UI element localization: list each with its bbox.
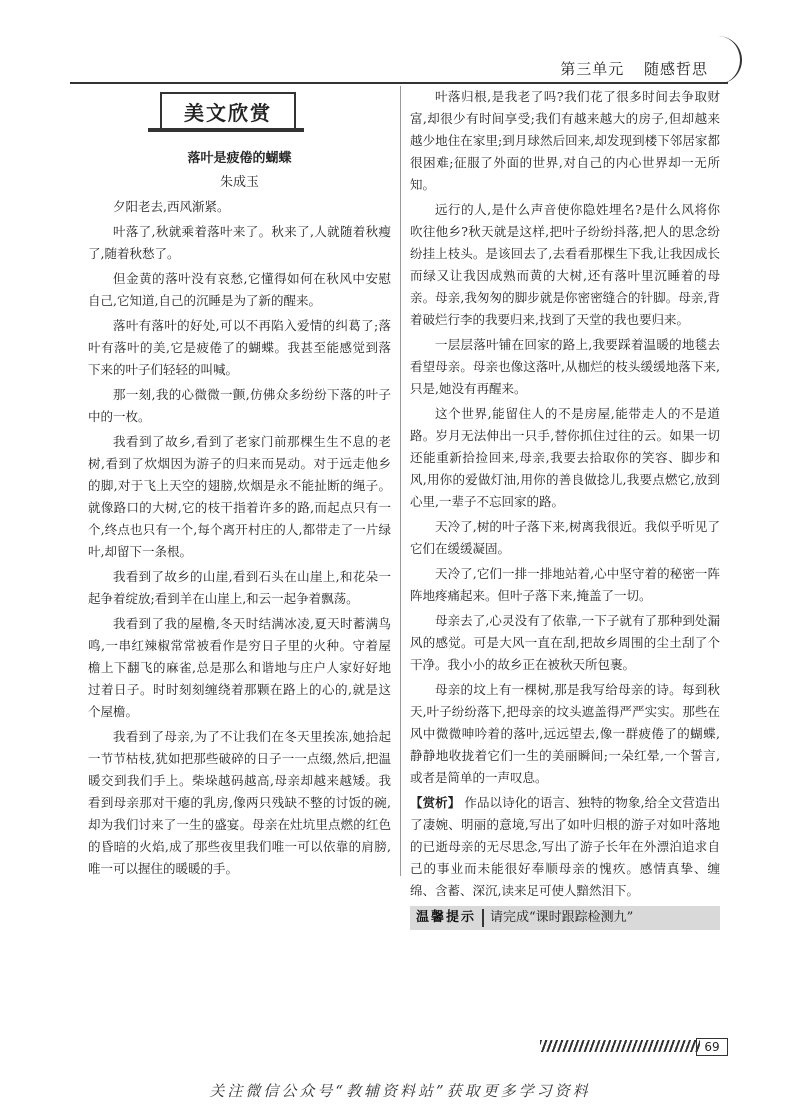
article-title: 落叶是疲倦的蝴蝶 xyxy=(187,151,292,166)
paragraph: 远行的人,是什么声音使你隐姓埋名?是什么风将你吹往他乡?秋天就是这样,把叶子纷纷抖落,把人的思念纷纷挂上枝头。是该回去了,去看看那棵生下我,让我因成长而绿又让我因成熟而黄的大树,还有落叶里沉睡着的母亲。母亲,我匆匆的脚步就是你密密缝合的针脚。母亲,背着破烂行李的我要归来,找到了天堂的我也要归来。 xyxy=(410,202,720,327)
appreciation-text: 作品以诗化的语言、独特的物象,给全文营造出了凄婉、明丽的意境,写出了如叶归根的游子对如叶落地的已逝母亲的无尽思念,写出了游子长年在外漂泊追求自己的事业而未能很好奉顺母亲的愧疚。感情真挚、缠绵、含蓄、深沉,读来足可使人黯然泪下。 xyxy=(410,795,720,898)
tip-text: 请完成“课时跟踪检测九” xyxy=(490,910,634,925)
paragraph: 叶落了,秋就乘着落叶来了。秋来了,人就随着秋瘦了,随着秋愁了。 xyxy=(88,224,391,261)
footer-note: 关注微信公众号“教辅资料站”获取更多学习资料 xyxy=(209,1082,591,1100)
paragraph: 我看到了故乡的山崖,看到石头在山崖上,和花朵一起争着绽放;看到羊在山崖上,和云一起争着飘荡。 xyxy=(88,569,391,606)
paragraph: 我看到了故乡,看到了老家门前那棵生生不息的老树,看到了炊烟因为游子的归来而晃动。对于远走他乡的脚,对于飞上天空的翅膀,炊烟是永不能扯断的绳子。就像路口的大树,它的枝干指着许多的路,而起点只有一个,终点也只有一个,每个离开村庄的人,都带走了一片绿叶,却留下一条根。 xyxy=(88,434,391,559)
header-rule xyxy=(70,82,728,84)
appreciation-label: 【赏析】 xyxy=(410,795,461,810)
page-number: 69 xyxy=(696,1038,728,1056)
paragraph: 我看到了母亲,为了不让我们在冬天里挨冻,她拾起一节节枯枝,犹如把那些破碎的日子一一点缀,然后,把温暖交到我们手上。柴垛越码越高,母亲却越来越矮。我看到母亲那对干瘪的乳房,像两只残缺不整的讨饭的碗,却为我们讨来了一生的盛宴。母亲在灶坑里点燃的红色的昏暗的火焰,成了那些夜里我们唯一可以依靠的肩膀,唯一可以握住的暖暖的手。 xyxy=(88,729,391,876)
tip-label: 温馨提示 xyxy=(416,910,477,925)
tip-bar xyxy=(410,906,720,930)
appreciation xyxy=(410,792,720,902)
unit-theme: 随感哲思 xyxy=(643,60,708,78)
paragraph: 但金黄的落叶没有哀愁,它懂得如何在秋风中安慰自己,它知道,自己的沉睡是为了新的醒来。 xyxy=(88,271,391,308)
column-divider xyxy=(400,86,401,876)
paragraph: 夕阳老去,西风渐紧。 xyxy=(113,199,230,214)
paragraph: 我看到了我的屋檐,冬天时结满冰凌,夏天时蓄满鸟鸣,一串红辣椒常常被看作是穷日子里的火种。守着屋檐上下翻飞的麻雀,总是那么和谐地与庄户人家好好地过着日子。时时刻刻缠绕着那颗在路上的心的,就是这个屋檐。 xyxy=(88,616,391,719)
section-underline xyxy=(148,128,304,132)
page-number-ornament xyxy=(540,1040,700,1052)
paragraph: 母亲去了,心灵没有了依靠,一下子就有了那种到处漏风的感觉。可是大风一直在刮,把故乡周围的尘土刮了个干净。我小小的故乡正在被秋天所包裹。 xyxy=(410,613,720,672)
header-ornament xyxy=(714,36,742,84)
paragraph: 母亲的坟上有一棵树,那是我写给母亲的诗。每到秋天,叶子纷纷落下,把母亲的坟头遮盖得严严实实。那些在风中微微呻吟着的落叶,远远望去,像一群疲倦了的蝴蝶,静静地收拢着它们一生的美丽瞬间;一朵红晕,一个誓言,或者是简单的一声叹息。 xyxy=(410,682,720,785)
article-author: 朱成玉 xyxy=(219,175,259,190)
paragraph: 一层层落叶铺在回家的路上,我要踩着温暖的地毯去看望母亲。母亲也像这落叶,从枷烂的枝头缓缓地落下来,只是,她没有再醒来。 xyxy=(410,337,720,396)
left-column xyxy=(88,142,391,883)
paragraph: 天冷了,它们一排一排地站着,心中坚守着的秘密一阵阵地疼痛起来。但叶子落下来,掩盖了一切。 xyxy=(410,566,720,603)
paragraph: 这个世界,能留住人的不是房屋,能带走人的不是道路。岁月无法伸出一只手,替你抓住过往的云。如果一切还能重新拾捡回来,母亲,我要去拾取你的笑容、脚步和风,用你的爱做灯油,用你的善良做捻儿,我要点燃它,放到心里,一辈子不忘回家的路。 xyxy=(410,406,720,509)
paragraph: 落叶有落叶的好处,可以不再陷入爱情的纠葛了;落叶有落叶的美,它是疲倦了的蝴蝶。我甚至能感觉到落下来的叶子们轻轻的叫喊。 xyxy=(88,318,391,377)
unit-label: 第三单元 xyxy=(560,60,625,78)
paragraph: 天冷了,树的叶子落下来,树离我很近。我似乎听见了它们在缓缓凝固。 xyxy=(410,519,720,556)
right-column xyxy=(410,86,720,930)
running-header xyxy=(546,58,708,79)
section-title: 美文欣赏 xyxy=(160,92,296,130)
paragraph: 那一刻,我的心微微一颤,仿佛众多纷纷下落的叶子中的一枚。 xyxy=(88,387,391,424)
paragraph: 叶落归根,是我老了吗?我们花了很多时间去争取财富,却很少有时间享受;我们有越来越大的房子,但却越来越少地住在家里;到月球然后回来,却发现到楼下邻居家都很困难;征服了外面的世界,对自己的内心世界却一无所知。 xyxy=(410,89,720,192)
